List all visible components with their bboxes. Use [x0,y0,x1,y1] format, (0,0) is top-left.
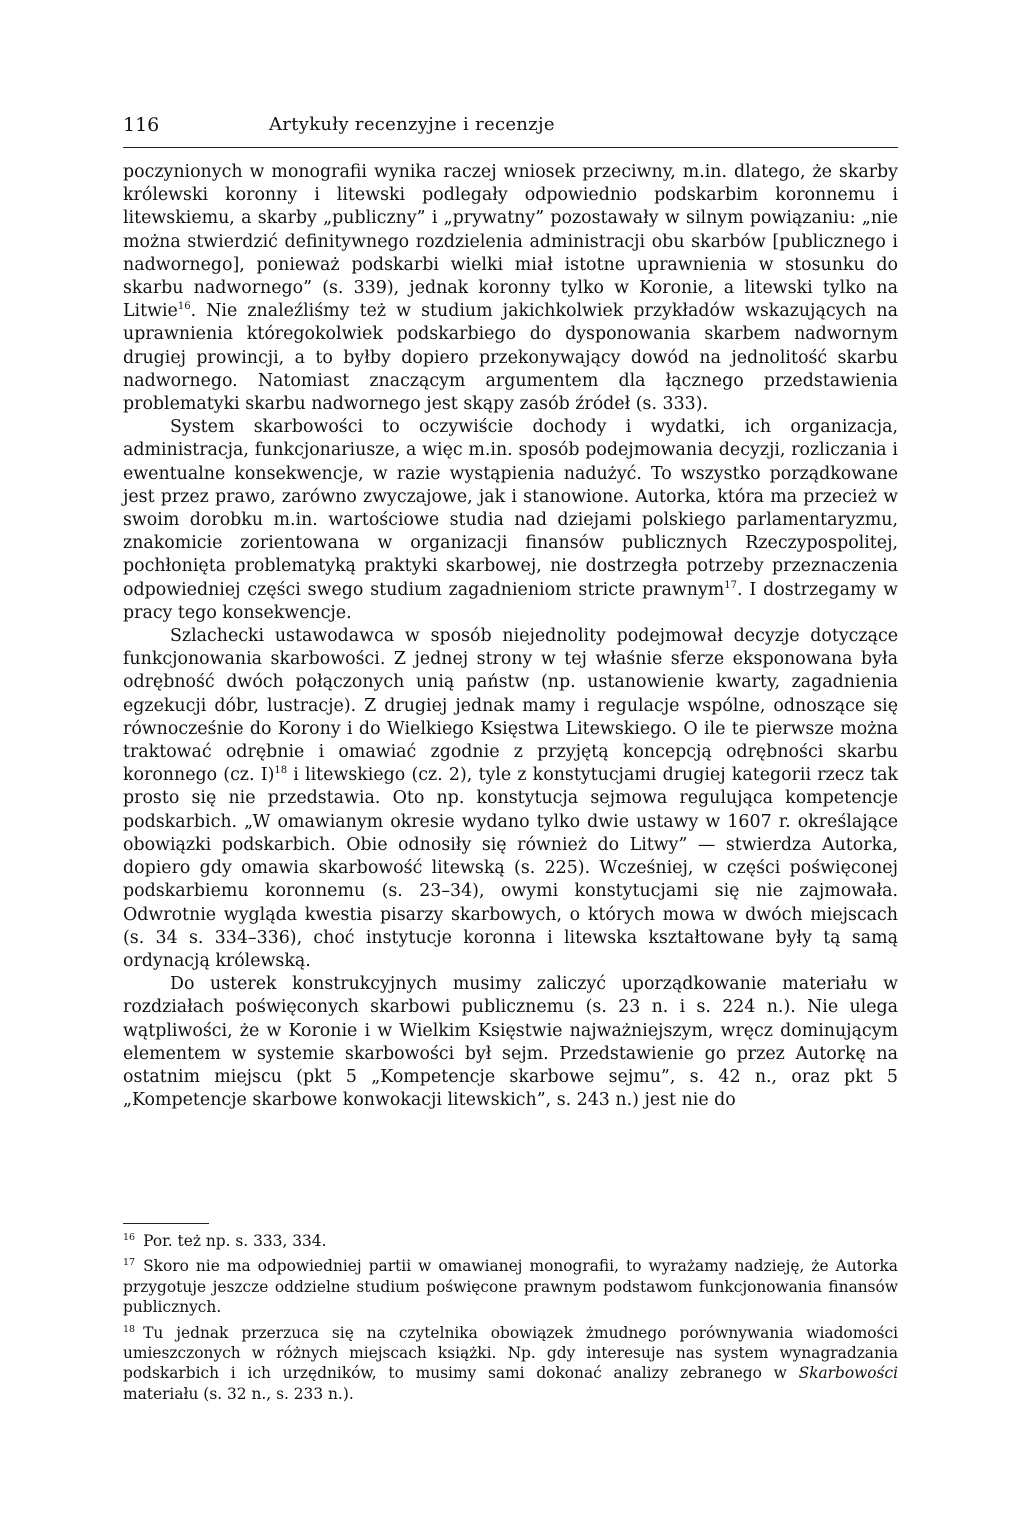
footnote-text: Por. też np. s. 333, 334. [143,1232,327,1250]
header-rule [123,147,898,148]
footnote-mark: 17 [123,1257,136,1269]
body-text [123,161,898,1112]
paragraph-2-text-a: System skarbowości to oczywiście dochody i wydatki, ich organizacja, administracja, funkcjonariusze, a więc m.in. sposób podejmowania decyzji, rozliczania i ewentualne konsekwencje, w razie wystąpienia nadużyć. To wszystko porządkowane jest przez prawo, zarówno zwyczajowe, jak i stanowione. Autorka, która ma przecież w swoim dorobku m.in. wartościowe studia nad dziejami polskiego parlamentaryzmu, znakomicie zorientowana w organizacji finansów publicznych Rzeczypospolitej, pochłonięta problematyką praktyki skarbowej, nie dostrzegła potrzeby przeznaczenia odpowiedniej części swego studium zagadnieniom stricte prawnym [123,417,898,600]
page-number: 116 [123,114,160,136]
footnote-16 [123,1231,898,1251]
footnote-18 [123,1323,898,1405]
footnote-text-b: materiału (s. 32 n., s. 233 n.). [123,1384,354,1403]
paragraph-1 [123,161,898,416]
paragraph-4: Do usterek konstrukcyjnych musimy zaliczyć uporządkowanie materiału w rozdziałach poświęconych skarbowi publicznemu (s. 23 n. i s. 224 n.). Nie ulega wątpliwości, że w Koronie i w Wielkim Księstwie najważniejszym, wręcz dominującym elementem w systemie skarbowości był sejm. Przedstawienie go przez Autorkę na ostatnim miejscu (pkt 5 „Kompetencje skarbowe sejmu”, s. 42 n., oraz pkt 5 „Kompetencje skarbowe konwokacji litewskich”, s. 243 n.) jest nie do [123,974,898,1111]
footnote-ref-18[interactable]: 18 [274,765,288,777]
footnote-text-a: Tu jednak przerzuca się na czytelnika obowiązek żmudnego porównywania wiadomości umieszczonych w różnych miejscach książki. Np. gdy interesuje nas system wynagradzania podskarbich i ich urzędników, to musimy sami dokonać analizy zebranego w [123,1323,898,1383]
running-head [123,114,898,144]
paragraph-2 [123,416,898,625]
journal-section-title: Artykuły recenzyjne i recenzje [269,114,555,135]
footnotes [123,1231,898,1409]
footnote-book-title: Skarbowości [798,1364,898,1383]
footnote-mark: 16 [123,1231,136,1243]
footnote-17 [123,1256,898,1317]
footnote-ref-17[interactable]: 17 [724,579,738,591]
footnote-text: Skoro nie ma odpowiedniej partii w omawianej monografii, to wyrażamy nadzieję, że Autorka przygotuje jeszcze oddzielne studium poświęcone prawnym podstawom funkcjonowania finansów publicznych. [123,1257,898,1317]
paragraph-3-text-a: Szlachecki ustawodawca w sposób niejednolity podejmował decyzje dotyczące funkcjonowania skarbowości. Z jednej strony w tej właśnie sferze eksponowana była odrębność dwóch połączonych unią państw (np. ustanowienie kwarty, zagadnienia egzekucji dóbr, lustracje). Z drugiej jednak mamy i regulacje wspólne, odnoszące się równocześnie do Korony i do Wielkiego Księstwa Litewskiego. O ile te pierwsze można traktować odrębnie i omawiać zgodnie z przyjętą koncepcją odrębności skarbu koronnego (cz. I) [123,626,898,786]
footnote-mark: 18 [123,1323,136,1335]
footnote-ref-16[interactable]: 16 [177,301,191,313]
paragraph-1-text-a: poczynionych w monografii wynika raczej wniosek przeciwny, m.in. dlatego, że skarby królewski koronny i litewski podlegały odpowiednio podskarbim koronnemu i litewskiemu, a skarby „publiczny” i „prywatny” pozostawały w silnym powiązaniu: „nie można stwierdzić definitywnego rozdzielenia administracji obu skarbów [publicznego i nadwornego], ponieważ podskarbi wielki miał istotne uprawnienia w stosunku do skarbu nadwornego” (s. 339), jednak koronny tylko w Koronie, a litewski tylko na Litwie [123,162,898,322]
paragraph-1-text-b: . Nie znaleźliśmy też w studium jakichkolwiek przykładów wskazujących na uprawnienia któregokolwiek podskarbiego do dysponowania skarbem nadwornym drugiej prowincji, a to byłby dopiero przekonywający dowód na jednolitość skarbu nadwornego. Natomiast znaczącym argumentem dla łącznego przedstawienia problematyki skarbu nadwornego jest skąpy zasób źródeł (s. 333). [123,301,898,415]
paragraph-3 [123,625,898,973]
footnote-rule [123,1223,209,1224]
paragraph-2-text-b: . I dostrzegamy w pracy tego konsekwencje. [123,579,899,623]
paragraph-3-text-b: i litewskiego (cz. 2), tyle z konstytucjami drugiej kategorii rzecz tak prosto się nie przedstawia. Oto np. konstytucja sejmowa regulująca kompetencje podskarbich. „W omawianym okresie wydano tylko dwie ustawy w 1607 r. określające obowiązki podskarbich. Obie odnosiły się również do Litwy” — stwierdza Autorka, dopiero gdy omawia skarbowość litewską (s. 225). Wcześniej, w części poświęconej podskarbiemu koronnemu (s. 23–34), owymi konstytucjami się nie zajmowała. Odwrotnie wygląda kwestia pisarzy skarbowych, o których mowa w dwóch miejscach (s. 34 s. 334–336), choć instytucje koronna i litewska kształtowane były tą samą ordynacją królewską. [123,765,898,971]
